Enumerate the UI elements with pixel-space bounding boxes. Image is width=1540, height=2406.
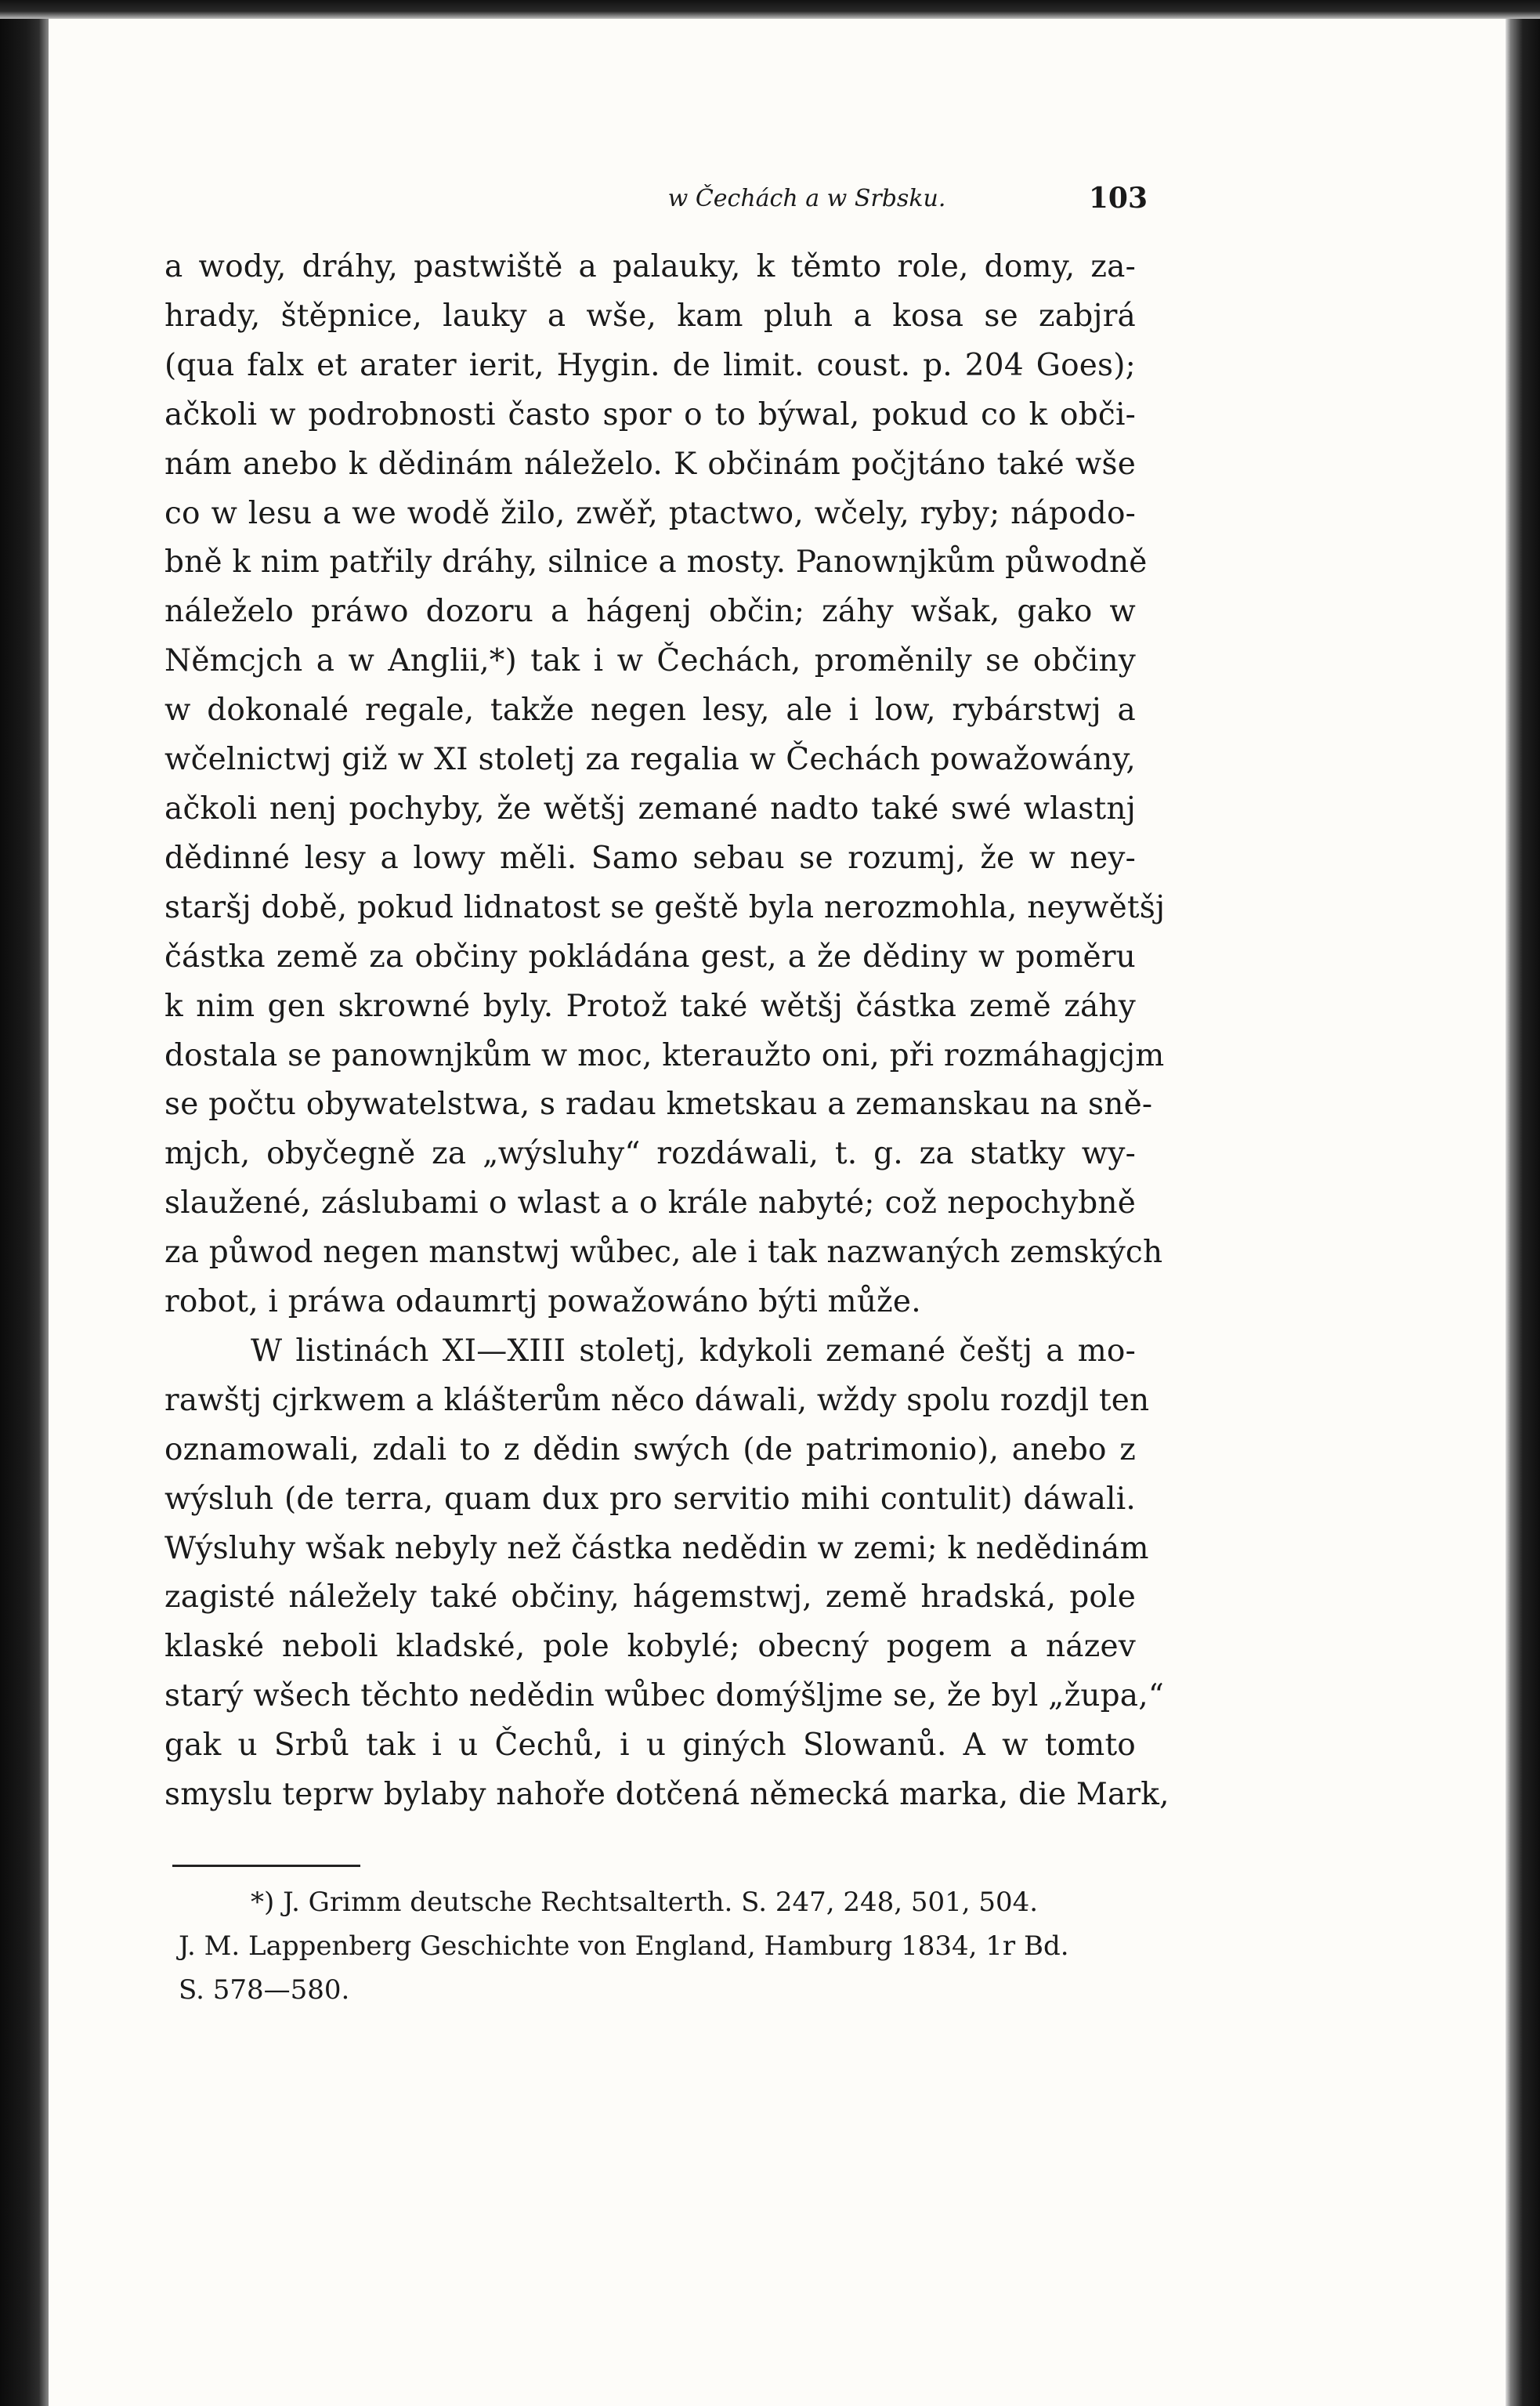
text-line: robot, i práwa odaumrtj powažowáno býti může. xyxy=(164,1284,921,1320)
text-line: starý wšech těchto nedědin wůbec domýšljme se, že byl „župa,“ xyxy=(164,1678,1164,1714)
text-line: dostala se panownjkům w moc, kteraužto oni, při rozmáhagjcjm xyxy=(164,1037,1165,1073)
text-line: dědinné lesy a lowy měli. Samo sebau se rozumj, že w ney- xyxy=(164,840,1136,876)
text-line: gak u Srbů tak i u Čechů, i u giných Slowanů. A w tomto xyxy=(164,1728,1136,1764)
text-line: slaužené, záslubami o wlast a o krále nabyté; což nepochybně xyxy=(164,1185,1136,1221)
footnote-rule xyxy=(172,1865,360,1867)
text-line: rawštj cjrkwem a klášterům něco dáwali, wždy spolu rozdjl ten xyxy=(164,1382,1150,1418)
text-line: staršj době, pokud lidnatost se geště byla nerozmohla, neywětšj xyxy=(164,889,1166,925)
scan-border-right xyxy=(1506,0,1540,2406)
text-line: nám anebo k dědinám náleželo. K občinám počjtáno také wše xyxy=(164,446,1136,482)
text-line: co w lesu a we wodě žilo, zwěř, ptactwo, wčely, ryby; nápodo- xyxy=(164,495,1136,531)
footnote-line: *) J. Grimm deutsche Rechtsalterth. S. 247, 248, 501, 504. xyxy=(251,1887,1039,1918)
text-line: wýsluh (de terra, quam dux pro servitio mihi contulit) dáwali. xyxy=(164,1481,1136,1517)
text-line: smyslu teprw bylaby nahoře dotčená německá marka, die Mark, xyxy=(164,1777,1169,1813)
text-line: wčelnictwj giž w XI stoletj za regalia w Čechách powažowány, xyxy=(164,742,1136,778)
text-line: k nim gen skrowné byly. Protož také wětšj částka země záhy xyxy=(164,988,1136,1024)
footnote-line: J. M. Lappenberg Geschichte von England, Hamburg 1834, 1r Bd. xyxy=(179,1930,1069,1962)
text-line: ačkoli nenj pochyby, že wětšj zemané nadto také swé wlastnj xyxy=(164,791,1136,827)
scan-border-left xyxy=(0,0,49,2406)
text-line: za půwod negen manstwj wůbec, ale i tak nazwaných zemských xyxy=(164,1235,1163,1271)
text-line: a wody, dráhy, pastwiště a palauky, k těmto role, domy, za- xyxy=(164,249,1136,284)
text-line: (qua falx et arater ierit, Hygin. de limit. coust. p. 204 Goes); xyxy=(164,347,1136,383)
text-line: se počtu obywatelstwa, s radau kmetskau a zemanskau na sně- xyxy=(164,1087,1153,1123)
text-line: W listinách XI—XIII stoletj, kdykoli zemané češtj a mo- xyxy=(251,1333,1136,1369)
footnote xyxy=(179,1880,1128,2012)
text-line: w dokonalé regale, takže negen lesy, ale i low, rybárstwj a xyxy=(164,693,1136,729)
text-line: Němcjch a w Anglii,*) tak i w Čechách, proměnily se občiny xyxy=(164,643,1136,679)
text-line: bně k nim patřily dráhy, silnice a mosty. Panownjkům půwodně xyxy=(164,545,1148,581)
scan-border-top xyxy=(0,0,1540,19)
text-line: oznamowali, zdali to z dědin swých (de patrimonio), anebo z xyxy=(164,1431,1136,1467)
page-number: 103 xyxy=(1088,182,1148,215)
running-header: w Čechách a w Srbsku. xyxy=(667,185,946,212)
footnote-line: S. 578—580. xyxy=(179,1974,350,2006)
text-line: Wýsluhy wšak nebyly než částka nedědin w zemi; k nedědinám xyxy=(164,1530,1149,1566)
text-line: náleželo práwo dozoru a hágenj občin; záhy wšak, gako w xyxy=(164,594,1136,630)
text-line: zagisté náležely také občiny, hágemstwj, země hradská, pole xyxy=(164,1579,1136,1615)
text-line: klaské neboli kladské, pole kobylé; obecný pogem a název xyxy=(164,1629,1136,1665)
text-line: ačkoli w podrobnosti často spor o to býwal, pokud co k obči- xyxy=(164,396,1136,432)
body-text xyxy=(164,243,1169,1820)
text-line: mjch, obyčegně za „wýsluhy“ rozdáwali, t. g. za statky wy- xyxy=(164,1136,1136,1172)
text-line: částka země za občiny pokládána gest, a že dědiny w poměru xyxy=(164,939,1136,975)
text-line: hrady, štěpnice, lauky a wše, kam pluh a kosa se zabjrá xyxy=(164,298,1136,334)
